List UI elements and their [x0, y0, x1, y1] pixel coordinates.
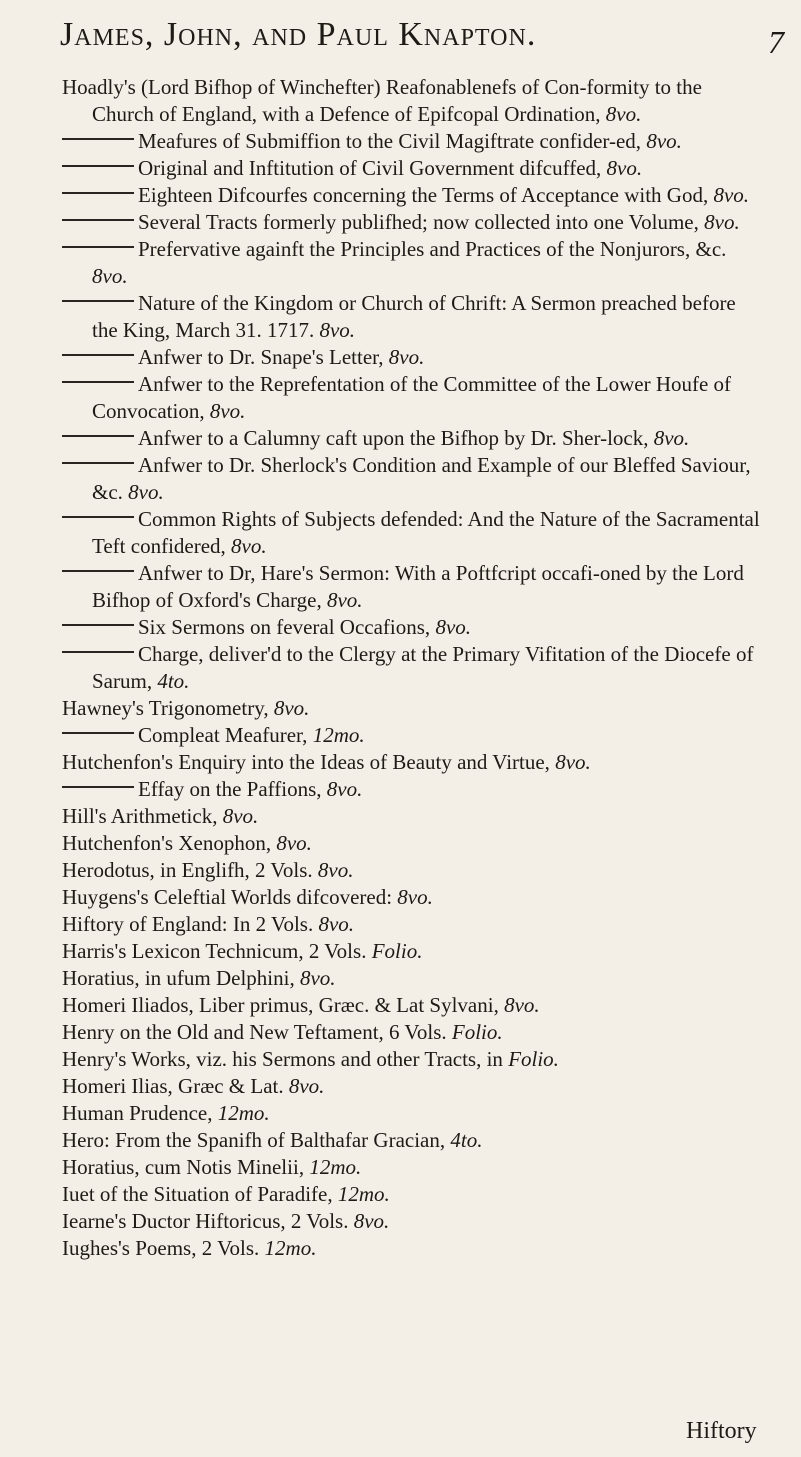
entry-title: Iughes's Poems, 2 Vols. [62, 1236, 265, 1260]
sub-entry [62, 776, 762, 803]
entry-title: Human Prudence, [62, 1101, 218, 1125]
book-entry [62, 938, 762, 965]
entry-title: Meafures of Submiffion to the Civil Magiftrate confider-ed, [138, 129, 647, 153]
book-entry [62, 749, 762, 776]
entry-format: 8vo. [504, 993, 540, 1017]
entry-format: 8vo. [288, 1074, 325, 1098]
ditto-rule [62, 462, 134, 464]
book-entry [62, 965, 762, 992]
sub-entry [62, 128, 762, 155]
ditto-rule [62, 165, 134, 167]
sub-entry [62, 722, 762, 749]
page-header [0, 10, 801, 70]
sub-entry [62, 290, 762, 344]
ditto-rule [62, 138, 134, 140]
book-entry [62, 992, 762, 1019]
entry-title: Hutchenfon's Enquiry into the Ideas of Beauty and Virtue, [62, 750, 556, 774]
entry-title: Common Rights of Subjects defended: And the Nature of the Sacramental Teft confidered, [92, 507, 760, 558]
book-entry [62, 1046, 762, 1073]
ditto-rule [62, 435, 134, 437]
book-entry [62, 911, 762, 938]
entry-title: Homeri Iliados, Liber primus, Græc. & Lat Sylvani, [62, 993, 505, 1017]
ditto-rule [62, 624, 134, 626]
entry-format: 8vo. [273, 696, 310, 720]
ditto-rule [62, 786, 134, 788]
entry-format: 8vo. [317, 858, 354, 882]
entry-title: Iuet of the Situation of Paradife, [62, 1182, 338, 1206]
entry-title: Eighteen Difcourfes concerning the Terms of Acceptance with God, [138, 183, 714, 207]
book-entry [62, 1073, 762, 1100]
entry-format: 8vo. [704, 210, 740, 234]
sub-entry [62, 506, 762, 560]
entry-title: Anfwer to the Reprefentation of the Committee of the Lower Houfe of Convocation, [92, 372, 732, 423]
entry-format: 8vo. [318, 912, 355, 936]
entry-title: Effay on the Paffions, [138, 777, 327, 801]
entry-format: 8vo. [231, 534, 267, 558]
entry-format: 8vo. [606, 156, 643, 180]
book-entry [62, 803, 762, 830]
entry-format: 12mo. [309, 1155, 362, 1179]
book-entry [62, 1181, 762, 1208]
running-head: James, John, and Paul Knapton. [60, 16, 537, 53]
entry-title: Prefervative againft the Principles and Practices of the Nonjurors, &c. [138, 237, 727, 261]
ditto-rule [62, 570, 134, 572]
ditto-rule [62, 516, 134, 518]
book-entry [62, 830, 762, 857]
entry-title: Horatius, in ufum Delphini, [62, 966, 300, 990]
entry-format: 12mo. [217, 1101, 270, 1125]
book-list [62, 74, 762, 1262]
entry-format: 8vo. [319, 318, 356, 342]
entry-format: 8vo. [388, 345, 425, 369]
sub-entry [62, 641, 762, 695]
entry-title: Hiftory of England: In 2 Vols. [62, 912, 319, 936]
entry-title: Original and Inftitution of Civil Government difcuffed, [138, 156, 607, 180]
book-entry [62, 74, 762, 128]
ditto-rule [62, 354, 134, 356]
entry-format: 8vo. [555, 750, 591, 774]
entry-format: Folio. [371, 939, 423, 963]
entry-title: Compleat Meafurer, [138, 723, 313, 747]
ditto-rule [62, 219, 134, 221]
book-entry [62, 695, 762, 722]
ditto-rule [62, 246, 134, 248]
ditto-rule [62, 300, 134, 302]
entry-title: Homeri Ilias, Græc & Lat. [62, 1074, 289, 1098]
book-entry [62, 1154, 762, 1181]
book-entry [62, 1208, 762, 1235]
book-entry [62, 1127, 762, 1154]
entry-format: Folio. [508, 1047, 559, 1071]
entry-format: 8vo. [646, 129, 682, 153]
entry-format: 8vo. [92, 264, 128, 288]
entry-format: 8vo. [397, 885, 433, 909]
book-entry [62, 1100, 762, 1127]
entry-format: 8vo. [326, 588, 363, 612]
book-entry [62, 857, 762, 884]
entry-format: 4to. [157, 669, 190, 693]
ditto-rule [62, 651, 134, 653]
entry-title: Hill's Arithmetick, [62, 804, 223, 828]
sub-entry [62, 452, 762, 506]
entry-format: Folio. [451, 1020, 503, 1044]
sub-entry [62, 182, 762, 209]
entry-title: Anfwer to Dr. Snape's Letter, [138, 345, 389, 369]
entry-format: 8vo. [299, 966, 336, 990]
entry-title: Huygens's Celeftial Worlds difcovered: [62, 885, 398, 909]
entry-title: Hawney's Trigonometry, [62, 696, 274, 720]
entry-format: 12mo. [312, 723, 365, 747]
sub-entry [62, 560, 762, 614]
sub-entry [62, 344, 762, 371]
sub-entry [62, 371, 762, 425]
entry-title: Hero: From the Spanifh of Balthafar Gracian, [62, 1128, 451, 1152]
entry-format: 8vo. [353, 1209, 390, 1233]
entry-title: Charge, deliver'd to the Clergy at the Primary Vifitation of the Diocefe of Sarum, [92, 642, 754, 693]
book-entry [62, 1019, 762, 1046]
ditto-rule [62, 381, 134, 383]
entry-format: 8vo. [605, 102, 642, 126]
entry-format: 8vo. [326, 777, 363, 801]
page-number: 7 [768, 24, 784, 60]
entry-format: 4to. [450, 1128, 483, 1152]
ditto-rule [62, 192, 134, 194]
entry-title: Horatius, cum Notis Minelii, [62, 1155, 310, 1179]
entry-title: Henry's Works, viz. his Sermons and other Tracts, in [62, 1047, 509, 1071]
entry-format: 8vo. [128, 480, 164, 504]
entry-title: Anfwer to Dr, Hare's Sermon: With a Poftfcript occafi-oned by the Lord Bifhop of Oxford's Charge, [92, 561, 744, 612]
sub-entry [62, 155, 762, 182]
book-entry [62, 1235, 762, 1262]
book-entry [62, 884, 762, 911]
entry-title: Hoadly's (Lord Bifhop of Winchefter) Reafonablenefs of Con-formity to the Church of England, with a Defence of Epifcopal Ordination, [62, 75, 702, 126]
entry-title: Herodotus, in Englifh, 2 Vols. [62, 858, 318, 882]
sub-entry [62, 614, 762, 641]
entry-format: 8vo. [276, 831, 312, 855]
entry-format: 8vo. [435, 615, 472, 639]
entry-format: 8vo. [222, 804, 259, 828]
sub-entry [62, 209, 762, 236]
entry-title: Hutchenfon's Xenophon, [62, 831, 277, 855]
entry-title: Iearne's Ductor Hiftoricus, 2 Vols. [62, 1209, 354, 1233]
entry-title: Harris's Lexicon Technicum, 2 Vols. [62, 939, 372, 963]
entry-title: Nature of the Kingdom or Church of Chrift: A Sermon preached before the King, March 31. 1717. [92, 291, 736, 342]
sub-entry [62, 236, 762, 290]
ditto-rule [62, 732, 134, 734]
entry-format: 8vo. [653, 426, 690, 450]
entry-title: Henry on the Old and New Teftament, 6 Vols. [62, 1020, 452, 1044]
entry-format: 8vo. [209, 399, 246, 423]
entry-format: 12mo. [337, 1182, 390, 1206]
entry-title: Several Tracts formerly publifhed; now collected into one Volume, [138, 210, 705, 234]
sub-entry [62, 425, 762, 452]
entry-title: Six Sermons on feveral Occafions, [138, 615, 436, 639]
catchword: Hiftory [686, 1418, 757, 1444]
entry-format: 8vo. [713, 183, 750, 207]
entry-format: 12mo. [264, 1236, 317, 1260]
entry-title: Anfwer to a Calumny caft upon the Bifhop by Dr. Sher-lock, [138, 426, 654, 450]
entry-title: Anfwer to Dr. Sherlock's Condition and Example of our Bleffed Saviour, &c. [92, 453, 751, 504]
